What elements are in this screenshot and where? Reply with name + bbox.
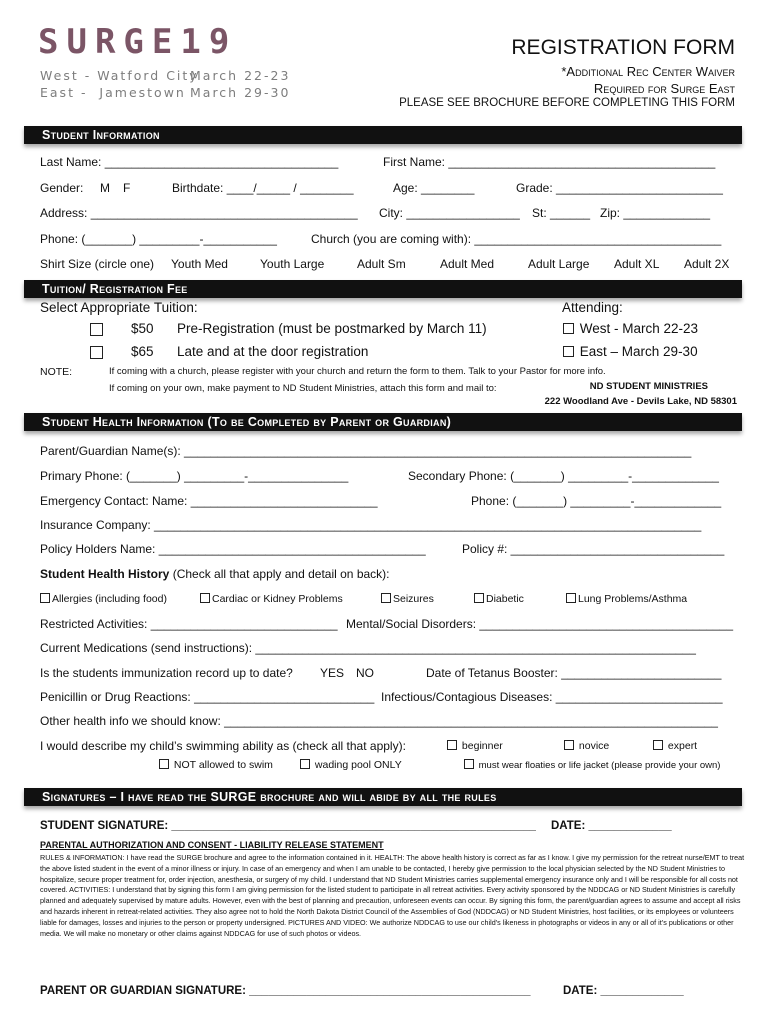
form-title: REGISTRATION FORM	[511, 36, 735, 59]
policy-number-field[interactable]: Policy #: ________________________________	[462, 542, 725, 556]
condition-label: Seizures	[393, 593, 434, 605]
immunization-no[interactable]: NO	[356, 666, 374, 680]
logo-suffix: 19	[180, 22, 238, 62]
secondary-phone-field[interactable]: Secondary Phone: (_______) _________-_____________	[408, 469, 719, 483]
condition-label: Lung Problems/Asthma	[578, 593, 688, 605]
condition-label: Diabetic	[486, 593, 524, 605]
emergency-contact-field[interactable]: Emergency Contact: Name: ____________________________	[40, 494, 378, 508]
health-info-heading: Student Health Information (To be Completed by Parent or Guardian)	[24, 413, 742, 431]
primary-phone-field[interactable]: Primary Phone: (_______) _________-_______________	[40, 469, 349, 483]
swim-beginner[interactable]	[447, 740, 503, 752]
condition-label: Cardiac or Kidney Problems	[212, 593, 343, 605]
student-signature-field[interactable]: STUDENT SIGNATURE: _________________________________________________________	[40, 820, 536, 832]
brochure-note: PLEASE SEE BROCHURE BEFORE COMPLETING THIS FORM	[399, 97, 735, 109]
swim-expert[interactable]	[653, 740, 697, 752]
tuition-heading: Tuition/ Registration Fee	[24, 280, 742, 298]
condition-cardiac[interactable]	[200, 593, 343, 605]
east-place: Jamestown	[99, 85, 186, 100]
checkbox-icon	[474, 593, 484, 603]
swim-not-allowed[interactable]	[159, 759, 273, 771]
restricted-activities-field[interactable]: Restricted Activities: ____________________________	[40, 617, 338, 631]
age-field[interactable]: Age: ________	[393, 181, 475, 195]
shirt-size-option[interactable]: Adult Med	[440, 257, 495, 271]
checkbox-icon	[566, 593, 576, 603]
tetanus-date-field[interactable]: Date of Tetanus Booster: ________________________	[426, 666, 722, 680]
checkbox-icon	[159, 759, 169, 769]
parent-signature-field[interactable]: PARENT OR GUARDIAN SIGNATURE: ____________________________________________	[40, 985, 531, 997]
shirt-size-option[interactable]: Youth Large	[260, 257, 325, 271]
tuition-50-desc: Pre-Registration (must be postmarked by March 11)	[177, 321, 487, 336]
student-date-field[interactable]: DATE: _____________	[551, 820, 672, 832]
zip-field[interactable]: Zip: _____________	[600, 206, 711, 220]
gender-label: Gender:	[40, 181, 84, 195]
immunization-question: Is the students immunization record up to date?	[40, 666, 293, 680]
checkbox-icon	[447, 740, 457, 750]
shirt-size-option[interactable]: Adult Large	[528, 257, 590, 271]
attending-label: Attending:	[562, 300, 623, 315]
other-health-field[interactable]: Other health info we should know: __________________________________________________________________________	[40, 714, 718, 728]
checkbox-icon	[563, 346, 574, 357]
checkbox-icon	[40, 593, 50, 603]
swim-novice-label: novice	[578, 740, 610, 752]
gender-m-option[interactable]: M	[100, 181, 110, 195]
tuition-65-price: $65	[131, 344, 154, 359]
org-name: ND STUDENT MINISTRIES	[589, 381, 708, 392]
consent-title: PARENTAL AUTHORIZATION AND CONSENT - LIABILITY RELEASE STATEMENT	[40, 840, 384, 850]
drug-reactions-field[interactable]: Penicillin or Drug Reactions: ___________________________	[40, 690, 375, 704]
last-name-field[interactable]: Last Name: ___________________________________	[40, 155, 339, 169]
attend-east-label: East – March 29-30	[579, 344, 698, 359]
church-field[interactable]: Church (you are coming with): _____________________________________	[311, 232, 722, 246]
shirt-size-option[interactable]: Adult Sm	[357, 257, 406, 271]
mental-disorders-field[interactable]: Mental/Social Disorders: ______________________________________	[346, 617, 733, 631]
medications-field[interactable]: Current Medications (send instructions): __________________________________________________________________	[40, 641, 696, 655]
note-church: If coming with a church, please register with your church and return the form to them. Talk to your Pastor for more info.	[109, 366, 606, 377]
student-info-heading: Student Information	[24, 126, 742, 144]
surge-logo	[38, 22, 237, 62]
swim-not-label: NOT allowed to swim	[173, 759, 273, 771]
checkbox-icon	[381, 593, 391, 603]
swim-novice[interactable]	[564, 740, 609, 752]
attend-west-label: West - March 22-23	[579, 321, 699, 336]
attend-east-option[interactable]	[563, 344, 698, 359]
tuition-50-price: $50	[131, 321, 154, 336]
health-history-heading	[40, 567, 390, 581]
swim-wading-label: wading pool ONLY	[314, 759, 402, 771]
tuition-65-checkbox[interactable]	[90, 344, 103, 362]
west-dates: March 22-23	[190, 68, 291, 83]
swim-wading[interactable]	[300, 759, 402, 771]
swim-beginner-label: beginner	[461, 740, 503, 752]
phone-field[interactable]: Phone: (_______) _________-___________	[40, 232, 277, 246]
tuition-65-desc: Late and at the door registration	[177, 344, 369, 359]
shirt-size-option[interactable]: Adult 2X	[684, 257, 730, 271]
health-history-rest: (Check all that apply and detail on back):	[172, 567, 390, 581]
surge-east-note: Required for Surge East	[593, 81, 735, 96]
immunization-yes[interactable]: YES	[320, 666, 345, 680]
west-label: West -	[40, 68, 92, 83]
checkbox-icon	[653, 740, 663, 750]
logo-prefix: SURGE	[38, 22, 181, 62]
emergency-phone-field[interactable]: Phone: (_______) _________-_____________	[471, 494, 722, 508]
checkbox-icon	[300, 759, 310, 769]
condition-lung[interactable]	[566, 593, 687, 605]
org-address: 222 Woodland Ave - Devils Lake, ND 58301	[544, 396, 737, 407]
east-dates: March 29-30	[190, 85, 291, 100]
condition-label: Allergies (including food)	[52, 593, 167, 605]
swim-floaties-label: must wear floaties or life jacket (please provide your own)	[478, 760, 721, 771]
shirt-size-label: Shirt Size (circle one)	[40, 257, 155, 271]
checkbox-icon	[564, 740, 574, 750]
note-own: If coming on your own, make payment to ND Student Ministries, attach this form and mail to:	[109, 383, 497, 394]
checkbox-icon	[200, 593, 210, 603]
grade-field[interactable]: Grade: _________________________	[516, 181, 723, 195]
parent-date-field[interactable]: DATE: _____________	[563, 985, 684, 997]
checkbox-icon	[464, 759, 474, 769]
attend-west-option[interactable]	[563, 321, 698, 336]
condition-diabetic[interactable]	[474, 593, 524, 605]
rec-center-note: *Additional Rec Center Waiver	[561, 64, 735, 79]
swim-ability-label: I would describe my child’s swimming ability as (check all that apply):	[40, 739, 406, 753]
guardian-name-field[interactable]: Parent/Guardian Name(s): ____________________________________________________________________________	[40, 444, 692, 458]
condition-allergies[interactable]	[40, 593, 167, 605]
signatures-heading: Signatures – I have read the SURGE brochure and will abide by all the rules	[24, 788, 742, 806]
west-location	[40, 68, 199, 83]
insurance-company-field[interactable]: Insurance Company: __________________________________________________________________________________	[40, 518, 702, 532]
first-name-field[interactable]: First Name: ________________________________________	[383, 155, 716, 169]
swim-expert-label: expert	[667, 740, 698, 752]
condition-seizures[interactable]	[381, 593, 434, 605]
checkbox-icon	[563, 323, 574, 334]
note-label: NOTE:	[40, 366, 73, 378]
gender-f-option[interactable]: F	[123, 181, 131, 195]
tuition-50-checkbox[interactable]	[90, 321, 103, 339]
city-field[interactable]: City: _________________	[379, 206, 520, 220]
east-label: East -	[40, 85, 88, 100]
address-field[interactable]: Address: ________________________________________	[40, 206, 358, 220]
shirt-size-option[interactable]: Youth Med	[171, 257, 228, 271]
policy-holder-field[interactable]: Policy Holders Name: ________________________________________	[40, 542, 426, 556]
consent-text: RULES & INFORMATION: I have read the SURGE brochure and agree to the information contained in it. HEALTH: The above health history is correct as far as I know. I give my permission for the retreat nurse/EMT to treat the above listed student in the event of a minor illness or injury. In case of an emergency and when I am unable to be contacted, I hereby give permission to the local physician selected by the ND Student Ministries to hospitalize, secure proper treatment for, order injection, anesthesia, or surgery of my child. I understand that ND Student Ministries carries supplemental emergency insurance only and I will be responsible for all costs not covered. ACTIVITIES: I understand that by signing this form I am giving permission for the listed student to participate in all retreat activities. Every activity sponsored by the NDDCAG or ND Student Ministries is carefully planned and adequately supervised by mature adults. However, even with the best of planning and precaution, unforeseen events can occur. By signing this form, the parent/guardian agrees to assume and accept all risks and hazards inherent in retreat-related activities. They also agree not to hold the North Dakota District Council of the Assemblies of God (NDDCAG) or ND Student Ministries, host facilities, or its employees or volunteers liable for damages, losses and injuries to the person or property undersigned. PICTURES AND VIDEO: We authorize NDDCAG to use our child’s likeness in photographs or videos in any or all of it’s publications or other media. We will make no monetary or other claims against NDDCAG for use of such photos or videos.	[40, 853, 745, 938]
birthdate-field[interactable]: Birthdate: ____/_____ / ________	[172, 181, 354, 195]
infectious-diseases-field[interactable]: Infectious/Contagious Diseases: _________________________	[381, 690, 723, 704]
shirt-size-option[interactable]: Adult XL	[614, 257, 660, 271]
select-tuition-label: Select Appropriate Tuition:	[40, 300, 198, 315]
east-location	[40, 85, 186, 100]
state-field[interactable]: St: ______	[532, 206, 591, 220]
health-history-bold: Student Health History	[40, 567, 170, 581]
swim-floaties[interactable]	[464, 759, 720, 771]
west-place: Watford City	[97, 68, 199, 83]
